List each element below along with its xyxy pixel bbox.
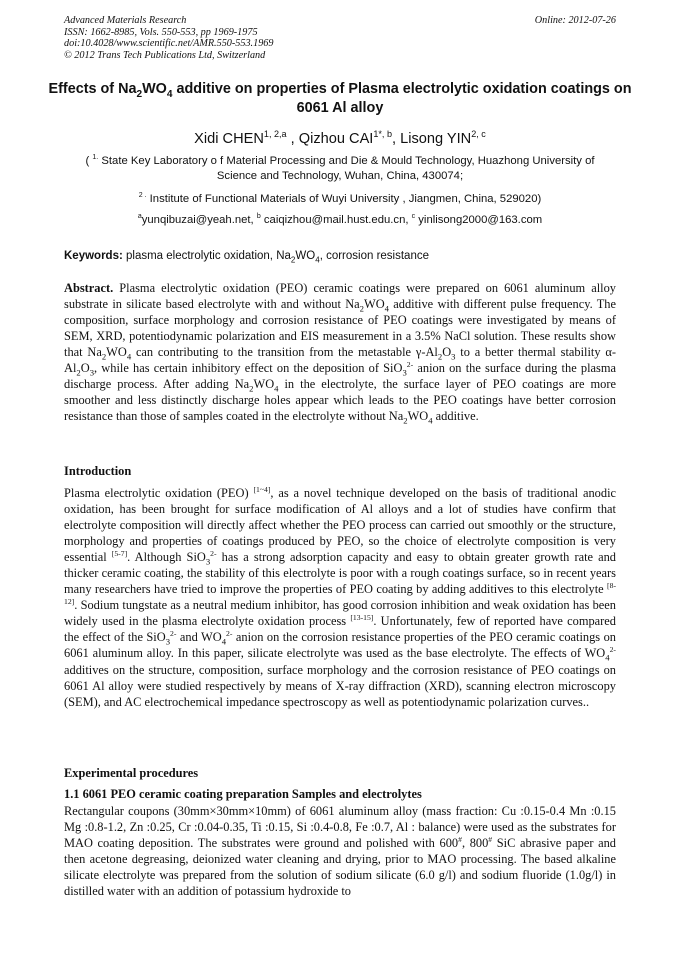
citation: [8-12] [64,581,616,607]
journal-header [64,15,616,61]
citation: [13-15] [350,613,374,623]
abstract-label: Abstract. [64,281,114,295]
experimental-subheading: 1.1 6061 PEO ceramic coating preparation Samples and electrolytes [64,787,422,801]
affiliation-2: $^{2 .}$ Institute of Functional Materials of Wuyi University , Jiangmen, China, 529020) [138,192,542,205]
online-date: Online: 2012-07-26 [534,15,616,26]
experimental-paragraph: Rectangular coupons (30mm×30mm×10mm) of 6061 aluminum alloy (mass fraction: Cu :0.15-0.4 Mn :0.15 Mg :0.8-1.2, Zn :0.25, Cr :0.04-0.35, Ti :0.15, Si :0.4-0.8, Fe :0.7, Al : balance) were used as the substrates for MAO coating deposition. The substrates were ground and polished with 600#, 800# SiC abrasive paper and then acetone degreasing, deionized water cleaning and drying, prior to MAO processing. The based alkaline silicate electrolyte was prepared from the solution of sodium silicate (6.0 g/l) and sodium fluoride (1.0g/l) in distilled water with an addition of potassium hydroxide to [64,804,616,899]
paper-title: Effects of $Na_2WO_4$ additive on properties of Plasma electrolytic oxidation coatings on 6061 Al alloy [48,81,632,116]
author-list: Xidi CHEN$^{1, 2,a}$ , Qizhou $CAI^{1*, b}$, Lisong YIN$^{2, c}$ [194,129,486,147]
experimental-heading: Experimental procedures [64,766,199,780]
abstract-paragraph: Abstract. Plasma electrolytic oxidation (PEO) ceramic coatings were prepared on 6061 aluminum alloy substrate in silicate based electrolyte with and without $Na_2WO_4$ additive with different pulse frequency. The composition, surface morphology and corrosion resistance of PEO coatings were investigated by means of SEM, XRD, potentiodynamic polarization and EIS measurement in a 3.5% NaCl solution. These results show that $Na_2WO_4$ can contributing to the transition from the metastable $\gamma-Al_2O_3$ to a better thermal stability $\alpha-Al_2O_3$, while has certain inhibitory effect on the deposition of SiO$_3^{2-}$ anion on the surface during the plasma discharge process. After adding $Na_2WO_4$ in the electrolyte, the surface layer of PEO coatings are more smoother and less distinctly discharge holes appear which leads to the PEO coatings have better corrosion resistance than those of samples coated in the electrolyte without $Na_2WO_4$ additive. [64,281,616,426]
introduction-heading: Introduction [64,464,132,478]
citation: [1~4] [253,484,271,494]
copyright-line: © 2012 Trans Tech Publications Ltd, Switzerland [64,49,266,61]
author-name: Xidi CHEN [194,131,264,147]
keywords-line: Keywords: plasma electrolytic oxidation, $Na_2WO_4$, corrosion resistance [64,250,429,265]
citation: [5-7] [111,549,128,559]
journal-name: Advanced Materials Research [64,15,187,26]
author-name: Qizhou CAI [298,131,374,147]
affiliation-1: ( $^{1.}$ State Key Laboratory o f Material Processing and Die & Mould Technology, Huazhong University of Science and Technology, Wuhan, China, 430074; [85,154,595,182]
issn-line: ISSN: 1662-8985, Vols. 550-553, pp 1969-1975 [64,26,258,38]
introduction-paragraph: Plasma electrolytic oxidation (PEO) [1~4], as a novel technique developed on the basis of traditional anodic oxidation, has been brought for surface modification of Al alloys and a lot of studies have confirm that electrolyte composition will directly affect whether the PEO process can carried out smoothly or the structure, morphology and properties of coatings produced by PEO, so the choice of electrolyte composition is very essential [5-7]. Although SiO$_3^{2-}$ has a strong adsorption capacity and easy to obtain greater growth rate and thicker ceramic coating, the stability of this electrolyte is poor with a rough coatings surface, so in recent years many researchers have tried to improve the properties of PEO coating by adding additives to this electrolyte [8-12]. Sodium tungstate as a neutral medium inhibitor, has good corrosion inhibition and weak oxidation has been widely used in the plasma electrolyte oxidation process [13-15]. Unfortunately, few of reported have compared the effect of the SiO$_3^{2-}$ and $WO_4^{2-}$ anion on the corrosion resistance properties of the PEO ceramic coatings on 6061 aluminum alloy. In this paper, silicate electrolyte was used as the base electrolyte. The effects of $WO_4^{2-}$ additives on the structure, composition, surface morphology and the corrosion resistance of PEO coatings on 6061 Al alloy were studied respectively by means of X-ray diffraction (XRD), scanning electron microscopy (SEM), and AC electrochemical impedance spectroscopy as well as potentiodynamic polarization curves.. [64,484,617,709]
author-emails: $^a$yunqibuzai@yeah.net, $^b$ caiqizhou@mail.hust.edu.cn, $^c$ yinlisong2000@163.com [137,213,543,226]
doi-line: doi:10.4028/www.scientific.net/AMR.550-553.1969 [64,38,274,50]
keywords-label: Keywords: [64,250,123,262]
author-name: Lisong YIN [400,131,472,147]
